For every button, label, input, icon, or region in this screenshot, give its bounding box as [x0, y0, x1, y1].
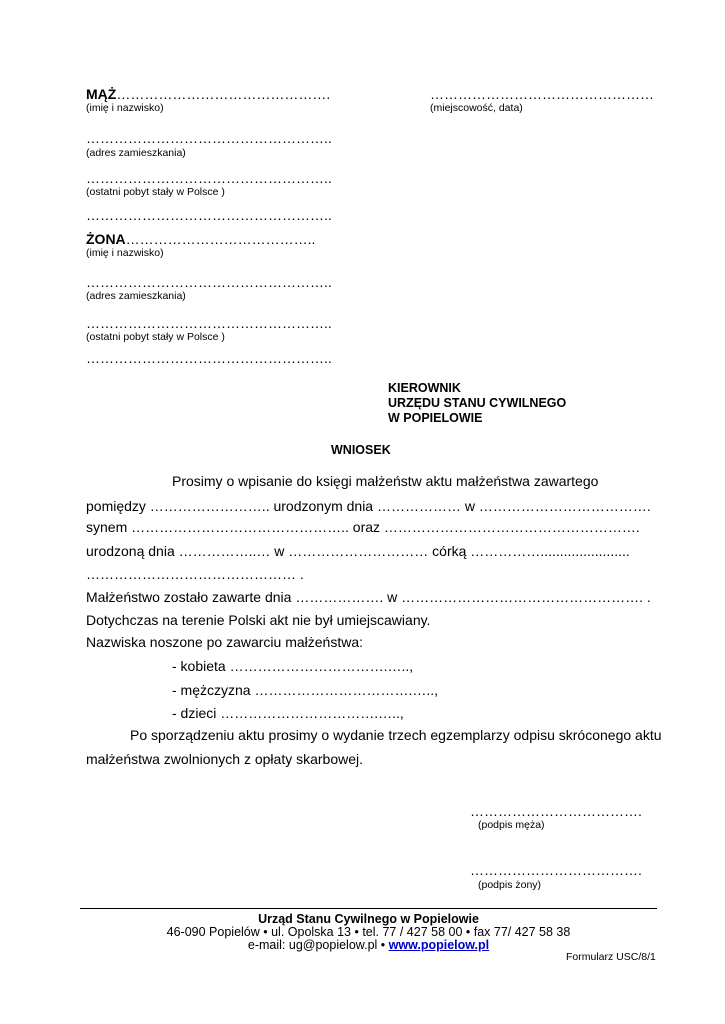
place-date-dots: …………………………………………: [430, 86, 654, 102]
husband-name-dots: ……………………………………….: [116, 86, 331, 102]
footer-website-link[interactable]: www.popielow.pl: [388, 938, 490, 952]
husband-extra-dots: ……………………………………………..: [86, 207, 332, 223]
husband-name-line: [86, 86, 330, 102]
footer-contact: [80, 938, 657, 952]
husband-label: MĄŻ: [86, 86, 117, 102]
body-line-6: Małżeństwo zostało zawarte dnia ………………. w ……………………………………………. .: [86, 589, 651, 605]
footer-email: e-mail: ug@popielow.pl •: [247, 938, 389, 952]
husband-residence-caption: (ostatni pobyt stały w Polsce ): [86, 186, 225, 198]
wife-signature-caption: (podpis żony): [478, 879, 542, 891]
body-line-2: pomiędzy …………………….. urodzonym dnia ……………… w ……………………………….: [86, 498, 651, 514]
body-line-1: Prosimy o wpisanie do księgi małżeństw aktu małżeństwa zawartego: [172, 473, 599, 489]
husband-residence-dots: ……………………………………………..: [86, 170, 332, 186]
wife-signature-dots: ……………………………….: [470, 862, 642, 878]
husband-address-caption: (adres zamieszkania): [86, 147, 186, 159]
body-line-9: - kobieta …………………………….…..,: [172, 658, 414, 674]
wife-residence-dots: ……………………………………………..: [86, 315, 332, 331]
husband-signature-caption: (podpis męża): [478, 819, 545, 831]
body-line-5: ……………………………………… .: [86, 566, 304, 582]
body-line-11: - dzieci …………………………….…..,: [172, 705, 404, 721]
body-line-13: małżeństwa zwolnionych z opłaty skarbowej.: [86, 751, 364, 767]
body-line-7: Dotychczas na terenie Polski akt nie był umiejscawiany.: [86, 612, 431, 628]
wife-name-dots: …………………………………..: [125, 231, 316, 247]
wife-residence-caption: (ostatni pobyt stały w Polsce ): [86, 331, 225, 343]
addressee-line1: KIEROWNIK: [388, 381, 461, 395]
form-code: Formularz USC/8/1: [566, 951, 656, 963]
body-line-10: - mężczyzna …………………………….…..,: [172, 682, 439, 698]
body-line-12: Po sporządzeniu aktu prosimy o wydanie trzech egzemplarzy odpisu skróconego aktu: [130, 727, 662, 743]
husband-name-caption: (imię i nazwisko): [86, 102, 164, 114]
place-date-caption: (miejscowość, data): [430, 102, 523, 114]
wife-address-dots: ……………………………………………..: [86, 274, 332, 290]
wife-name-caption: (imię i nazwisko): [86, 247, 164, 259]
body-line-4: urodzoną dnia ……………..… w ………………………… córką …………….......................: [86, 543, 630, 559]
wife-label: ŻONA: [86, 231, 126, 247]
addressee-line3: W POPIELOWIE: [388, 411, 483, 425]
body-line-3: synem ……………………………………….. oraz ……………………………………………….: [86, 519, 640, 535]
wife-address-caption: (adres zamieszkania): [86, 290, 186, 302]
footer-divider: [80, 908, 657, 909]
husband-signature-dots: ……………………………….: [470, 803, 642, 819]
body-line-8: Nazwiska noszone po zawarciu małżeństwa:: [86, 634, 364, 650]
wife-extra-dots: ……………………………………………..: [86, 350, 332, 366]
wife-name-line: [86, 231, 315, 247]
footer-address: 46-090 Popielów • ul. Opolska 13 • tel. 77 / 427 58 00 • fax 77/ 427 58 38: [166, 925, 571, 939]
husband-address-dots: ……………………………………………..: [86, 130, 332, 146]
document-title: WNIOSEK: [331, 443, 391, 457]
addressee-line2: URZĘDU STANU CYWILNEGO: [388, 396, 567, 410]
footer-office: Urząd Stanu Cywilnego w Popielowie: [258, 912, 479, 926]
